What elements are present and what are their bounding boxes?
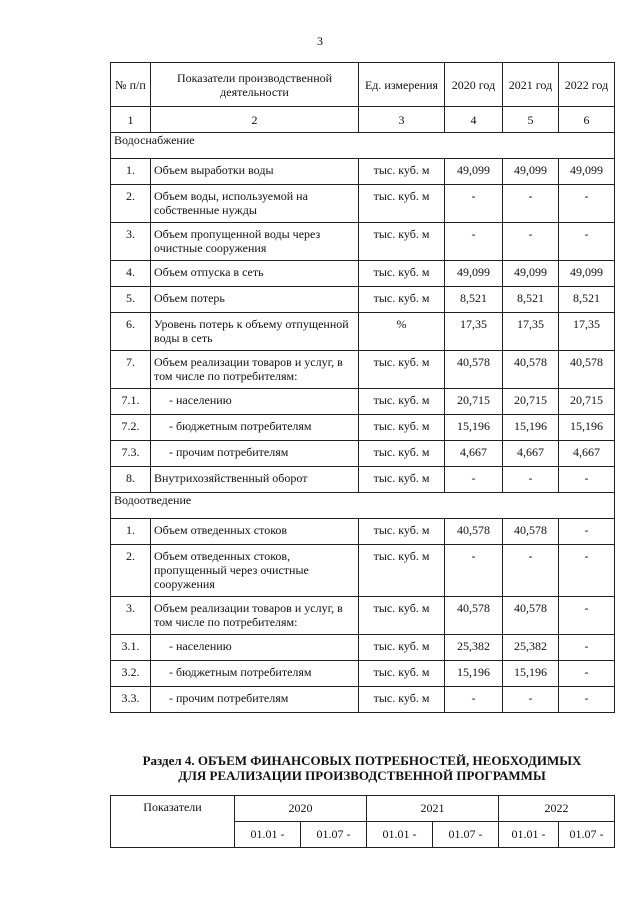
row-number: 3. [111, 597, 151, 635]
header-num: № п/п [111, 63, 151, 107]
value-2022: - [559, 519, 615, 545]
section-4-title-line-2: ДЛЯ РЕАЛИЗАЦИИ ПРОИЗВОДСТВЕННОЙ ПРОГРАММЫ [178, 768, 546, 783]
value-2021: 25,382 [503, 635, 559, 661]
row-unit: тыс. куб. м [359, 545, 445, 597]
table-row [111, 687, 615, 713]
row-number: 3. [111, 223, 151, 261]
value-2021: 40,578 [503, 519, 559, 545]
value-2020: 15,196 [445, 661, 503, 687]
value-2022: - [559, 545, 615, 597]
value-2020: 49,099 [445, 159, 503, 185]
row-number: 3.2. [111, 661, 151, 687]
page-number: 3 [317, 34, 323, 48]
row-number: 7. [111, 351, 151, 389]
header-2022: 2022 год [559, 63, 615, 107]
value-2022: 4,667 [559, 441, 615, 467]
row-number: 1. [111, 519, 151, 545]
value-2020: 40,578 [445, 597, 503, 635]
value-2021: 8,521 [503, 287, 559, 313]
value-2022: - [559, 687, 615, 713]
row-unit: тыс. куб. м [359, 287, 445, 313]
row-indicator: Внутрихозяйственный оборот [151, 467, 359, 493]
row-unit: тыс. куб. м [359, 687, 445, 713]
section-4-heading [110, 753, 614, 783]
value-2020: - [445, 467, 503, 493]
fin-header-year: 2021 [367, 796, 499, 822]
row-unit: тыс. куб. м [359, 467, 445, 493]
table-row [111, 661, 615, 687]
row-unit: тыс. куб. м [359, 661, 445, 687]
row-indicator: Объем потерь [151, 287, 359, 313]
row-number: 3.1. [111, 635, 151, 661]
row-unit: тыс. куб. м [359, 597, 445, 635]
value-2021: - [503, 687, 559, 713]
value-2020: 15,196 [445, 415, 503, 441]
col-number: 1 [111, 107, 151, 133]
row-number: 2. [111, 545, 151, 597]
row-unit: тыс. куб. м [359, 185, 445, 223]
value-2021: 40,578 [503, 597, 559, 635]
row-unit: тыс. куб. м [359, 635, 445, 661]
value-2022: 40,578 [559, 351, 615, 389]
value-2020: 8,521 [445, 287, 503, 313]
col-number: 5 [503, 107, 559, 133]
value-2021: 40,578 [503, 351, 559, 389]
row-indicator: - бюджетным потребителям [151, 661, 359, 687]
header-indicator: Показатели производственной деятельности [151, 63, 359, 107]
section-4-title-line-1: Раздел 4. ОБЪЕМ ФИНАНСОВЫХ ПОТРЕБНОСТЕЙ, НЕОБХОДИМЫХ [142, 753, 582, 768]
value-2021: - [503, 223, 559, 261]
row-indicator: - бюджетным потребителям [151, 415, 359, 441]
row-number: 4. [111, 261, 151, 287]
value-2022: 49,099 [559, 159, 615, 185]
header-unit: Ед. измерения [359, 63, 445, 107]
value-2022: 15,196 [559, 415, 615, 441]
fin-period: 01.01 - [235, 822, 301, 848]
value-2022: - [559, 185, 615, 223]
row-number: 7.2. [111, 415, 151, 441]
table-row [111, 467, 615, 493]
value-2022: 49,099 [559, 261, 615, 287]
section-title: Водоснабжение [111, 133, 615, 159]
value-2020: 17,35 [445, 313, 503, 351]
row-indicator: - населению [151, 635, 359, 661]
value-2021: 49,099 [503, 159, 559, 185]
table-row [111, 223, 615, 261]
value-2021: 17,35 [503, 313, 559, 351]
value-2022: - [559, 635, 615, 661]
value-2020: 40,578 [445, 519, 503, 545]
row-number: 2. [111, 185, 151, 223]
value-2020: 49,099 [445, 261, 503, 287]
row-indicator: - прочим потребителям [151, 441, 359, 467]
fin-period: 01.01 - [367, 822, 433, 848]
value-2021: - [503, 467, 559, 493]
value-2021: 20,715 [503, 389, 559, 415]
col-number: 6 [559, 107, 615, 133]
row-number: 6. [111, 313, 151, 351]
header-2021: 2021 год [503, 63, 559, 107]
row-indicator: Объем реализации товаров и услуг, в том числе по потребителям: [151, 597, 359, 635]
fin-header-indicator: Показатели [111, 796, 235, 848]
row-unit: тыс. куб. м [359, 223, 445, 261]
value-2020: - [445, 223, 503, 261]
row-number: 5. [111, 287, 151, 313]
table-row [111, 415, 615, 441]
table-row [111, 519, 615, 545]
row-number: 3.3. [111, 687, 151, 713]
value-2020: - [445, 545, 503, 597]
row-unit: тыс. куб. м [359, 415, 445, 441]
value-2022: 8,521 [559, 287, 615, 313]
fin-period: 01.01 - [499, 822, 559, 848]
table-row [111, 597, 615, 635]
row-indicator: Объем отпуска в сеть [151, 261, 359, 287]
financial-table [110, 795, 615, 848]
value-2021: 15,196 [503, 661, 559, 687]
fin-header-year: 2020 [235, 796, 367, 822]
col-number: 3 [359, 107, 445, 133]
fin-period: 01.07 - [559, 822, 615, 848]
value-2020: - [445, 185, 503, 223]
row-indicator: Объем выработки воды [151, 159, 359, 185]
row-unit: тыс. куб. м [359, 389, 445, 415]
value-2022: - [559, 661, 615, 687]
table-row [111, 441, 615, 467]
value-2021: - [503, 545, 559, 597]
table-row [111, 185, 615, 223]
table-row [111, 313, 615, 351]
row-unit: тыс. куб. м [359, 159, 445, 185]
row-number: 7.3. [111, 441, 151, 467]
table-row [111, 351, 615, 389]
row-indicator: Уровень потерь к объему отпущенной воды в сеть [151, 313, 359, 351]
header-2020: 2020 год [445, 63, 503, 107]
production-table [110, 62, 615, 713]
table-row [111, 261, 615, 287]
value-2022: 17,35 [559, 313, 615, 351]
value-2021: 15,196 [503, 415, 559, 441]
value-2021: - [503, 185, 559, 223]
row-indicator: Объем отведенных стоков, пропущенный через очистные сооружения [151, 545, 359, 597]
value-2020: 20,715 [445, 389, 503, 415]
row-indicator: Объем реализации товаров и услуг, в том числе по потребителям: [151, 351, 359, 389]
row-indicator: - населению [151, 389, 359, 415]
row-unit: тыс. куб. м [359, 261, 445, 287]
col-number: 4 [445, 107, 503, 133]
value-2020: 4,667 [445, 441, 503, 467]
row-unit: тыс. куб. м [359, 519, 445, 545]
row-number: 8. [111, 467, 151, 493]
row-indicator: - прочим потребителям [151, 687, 359, 713]
row-number: 7.1. [111, 389, 151, 415]
row-indicator: Объем воды, используемой на собственные нужды [151, 185, 359, 223]
value-2022: - [559, 223, 615, 261]
table-row [111, 545, 615, 597]
row-unit: тыс. куб. м [359, 441, 445, 467]
section-title: Водоотведение [111, 493, 615, 519]
table-row [111, 635, 615, 661]
value-2020: 25,382 [445, 635, 503, 661]
value-2020: - [445, 687, 503, 713]
col-number: 2 [151, 107, 359, 133]
value-2022: 20,715 [559, 389, 615, 415]
value-2020: 40,578 [445, 351, 503, 389]
row-unit: % [359, 313, 445, 351]
fin-period: 01.07 - [301, 822, 367, 848]
row-indicator: Объем пропущенной воды через очистные сооружения [151, 223, 359, 261]
fin-header-year: 2022 [499, 796, 615, 822]
table-row [111, 389, 615, 415]
row-indicator: Объем отведенных стоков [151, 519, 359, 545]
fin-period: 01.07 - [433, 822, 499, 848]
table-row [111, 159, 615, 185]
row-number: 1. [111, 159, 151, 185]
table-row [111, 287, 615, 313]
value-2022: - [559, 597, 615, 635]
value-2021: 49,099 [503, 261, 559, 287]
row-unit: тыс. куб. м [359, 351, 445, 389]
value-2022: - [559, 467, 615, 493]
value-2021: 4,667 [503, 441, 559, 467]
